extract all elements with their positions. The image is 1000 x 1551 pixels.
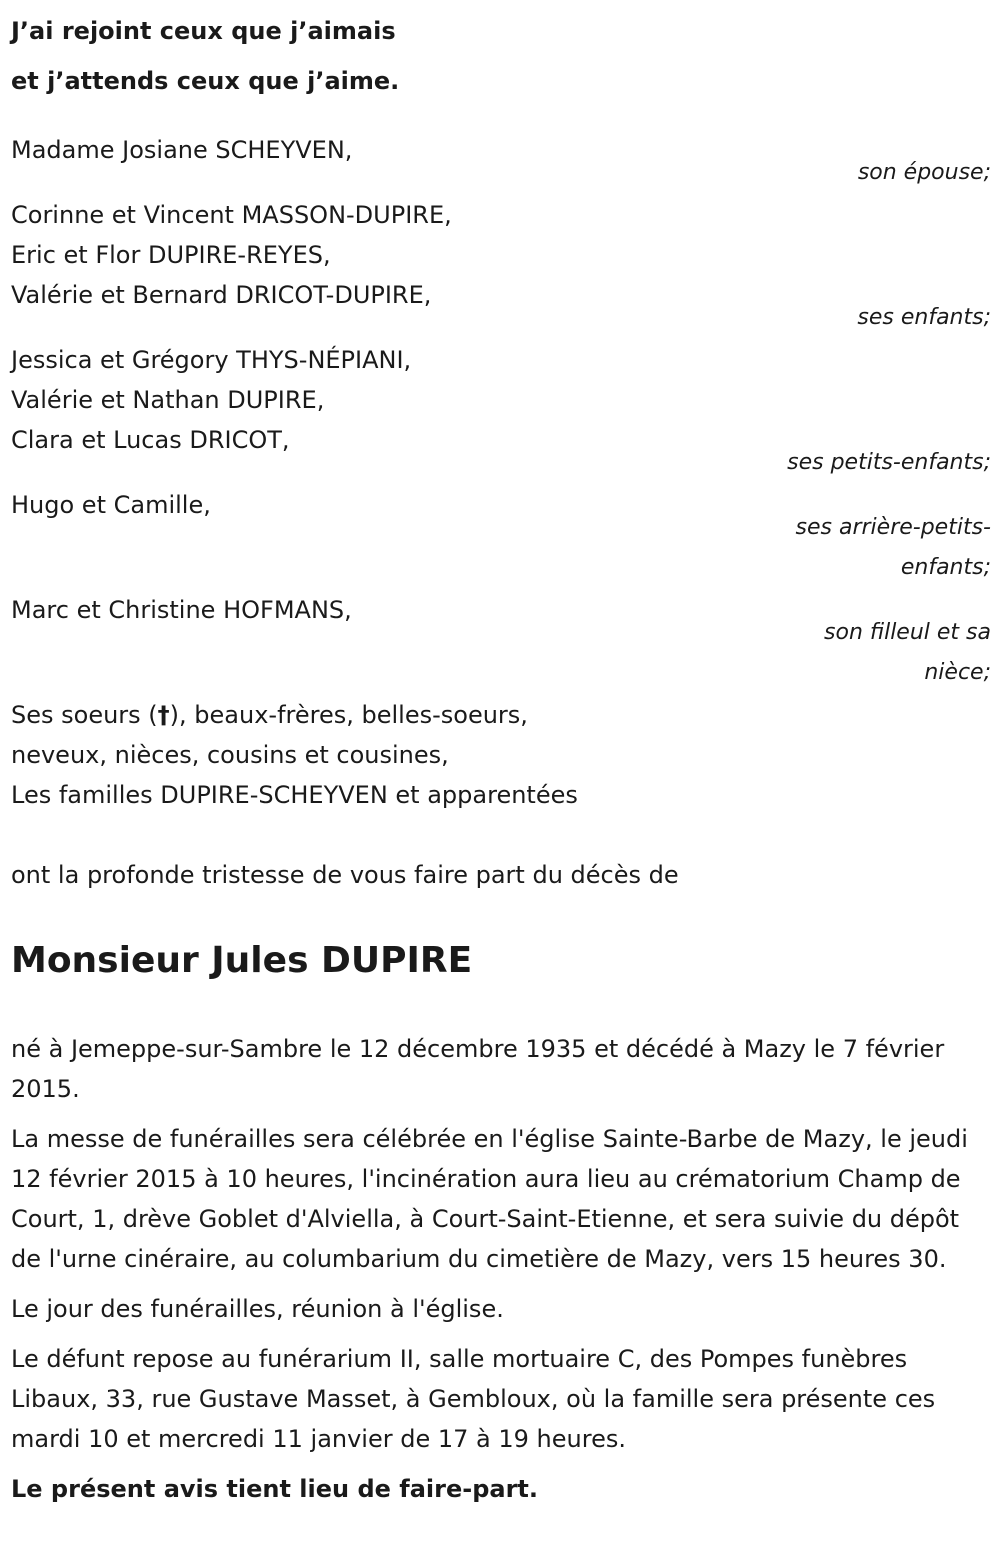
reunion-paragraph: Le jour des funérailles, réunion à l'église. (11, 1295, 504, 1323)
text-segment: ), beaux-frères, belles-soeurs, (169, 701, 528, 729)
family-group-others (11, 695, 991, 815)
family-role (791, 613, 991, 693)
family-role-line-1: son filleul et sa (824, 620, 991, 645)
family-name: Hugo et Camille, (11, 491, 211, 519)
family-name: Clara et Lucas DRICOT, (11, 426, 290, 454)
epigraph-line-2: et j’attends ceux que j’aime. (11, 67, 400, 95)
family-role-line-2: nièce; (924, 660, 991, 685)
family-name: Valérie et Nathan DUPIRE, (11, 386, 325, 414)
closing-note: Le présent avis tient lieu de faire-part. (11, 1475, 539, 1503)
family-group-great-grandchildren (11, 485, 991, 588)
family-name: Jessica et Grégory THYS-NÉPIANI, (11, 346, 412, 374)
family-name: Eric et Flor DUPIRE-REYES, (11, 241, 331, 269)
cross-icon: † (157, 701, 170, 729)
family-role (761, 508, 991, 588)
epigraph (11, 0, 991, 106)
text-segment: Ses soeurs ( (11, 701, 158, 729)
family-role-line-1: ses arrière-petits- (795, 515, 991, 540)
family-group-spouse (11, 130, 991, 193)
family-others-line-1 (11, 695, 991, 735)
obituary-notice (11, 0, 991, 1509)
epigraph-line-1: J’ai rejoint ceux que j’aimais (11, 17, 396, 45)
family-role: ses petits-enfants; (787, 450, 991, 475)
family-group-grandchildren (11, 340, 991, 483)
family-name: Madame Josiane SCHEYVEN, (11, 136, 353, 164)
announcement: ont la profonde tristesse de vous faire part du décès de (11, 861, 679, 889)
family-group-godson (11, 590, 991, 693)
deceased-name: Monsieur Jules DUPIRE (11, 940, 473, 981)
family-name: Marc et Christine HOFMANS, (11, 596, 352, 624)
family-group-children (11, 195, 991, 338)
family-role: son épouse; (857, 160, 991, 185)
family-name: Valérie et Bernard DRICOT-DUPIRE, (11, 281, 432, 309)
repose-paragraph: Le défunt repose au funérarium II, salle mortuaire C, des Pompes funèbres Libaux, 33, rue Gustave Masset, à Gembloux, où la famille sera présente ces mardi 10 et mercredi 11 janvier de 17 à 19 heures. (11, 1345, 936, 1453)
family-list (11, 130, 991, 815)
family-name: Corinne et Vincent MASSON-DUPIRE, (11, 201, 452, 229)
family-others-line-3: Les familles DUPIRE-SCHEYVEN et apparentées (11, 781, 578, 809)
family-role-line-2: enfants; (900, 555, 991, 580)
family-others-line-2: neveux, nièces, cousins et cousines, (11, 741, 449, 769)
funeral-paragraph: La messe de funérailles sera célébrée en l'église Sainte-Barbe de Mazy, le jeudi 12 février 2015 à 10 heures, l'incinération aura lieu au crématorium Champ de Court, 1, drève Goblet d'Alviella, à Court-Saint-Etienne, et sera suivie du dépôt de l'urne cinéraire, au columbarium du cimetière de Mazy, vers 15 heures 30. (11, 1125, 968, 1273)
birth-death-paragraph: né à Jemeppe-sur-Sambre le 12 décembre 1935 et décédé à Mazy le 7 février 2015. (11, 1035, 945, 1103)
family-role: ses enfants; (857, 305, 991, 330)
